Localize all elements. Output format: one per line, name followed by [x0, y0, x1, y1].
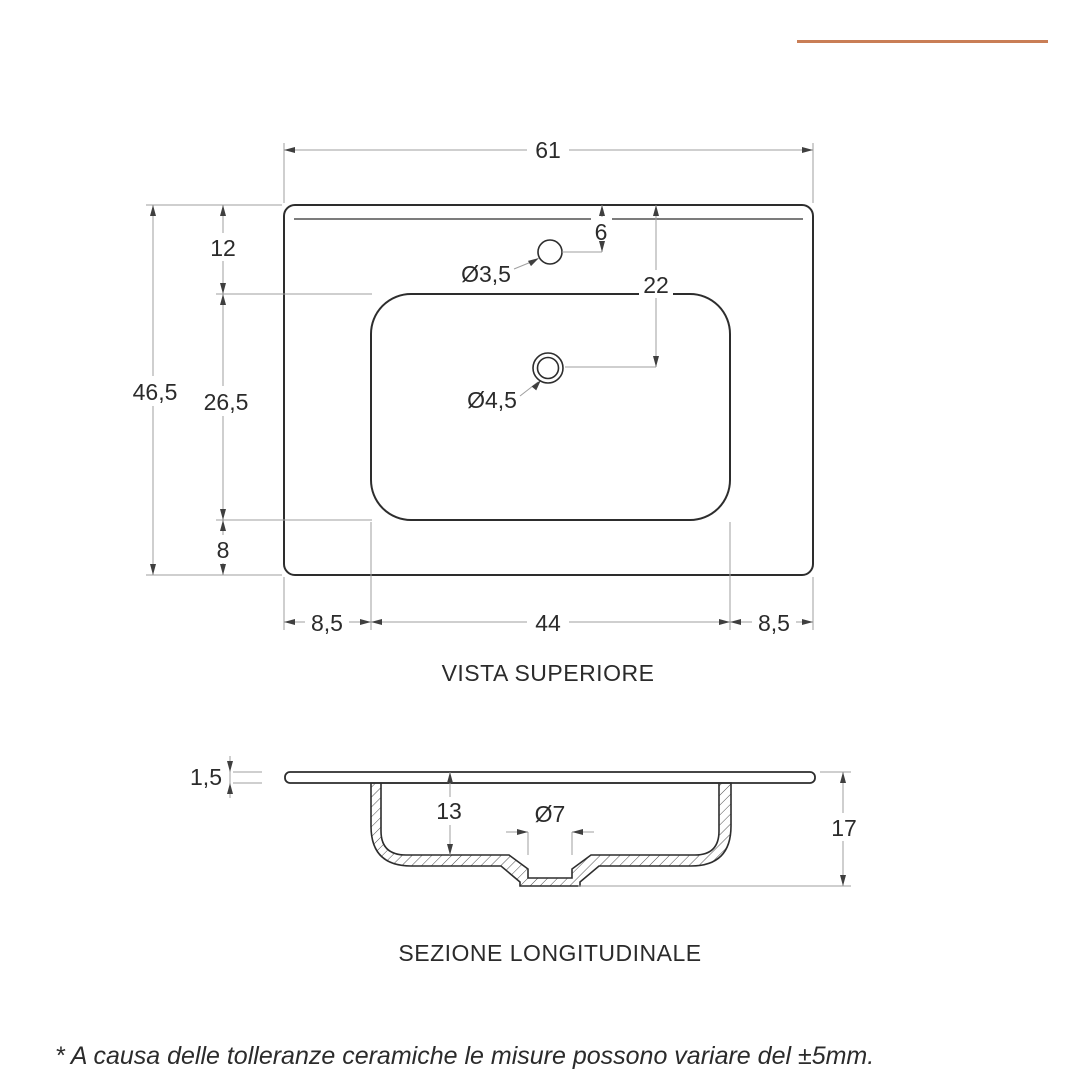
arrowhead	[227, 761, 233, 772]
dim-basin-width-label: 44	[535, 610, 561, 636]
dim-basin-inner-depth-label: 13	[436, 798, 462, 824]
arrowhead	[220, 564, 226, 575]
dim-total-depth-label: 46,5	[132, 379, 178, 405]
section-view-title: SEZIONE LONGITUDINALE	[398, 940, 702, 966]
arrowhead	[220, 509, 226, 520]
arrowhead	[220, 520, 226, 531]
arrowhead	[447, 844, 453, 855]
dim-left-margin-label: 8,5	[311, 610, 343, 636]
arrowhead	[284, 147, 295, 153]
basin-outline	[371, 294, 730, 520]
label-backgrounds	[127, 136, 862, 841]
arrowhead	[220, 283, 226, 294]
arrowhead	[653, 205, 659, 216]
dim-slab-thickness-label: 1,5	[190, 764, 222, 790]
dim-total-height-label: 17	[831, 815, 857, 841]
arrowhead	[150, 564, 156, 575]
arrowhead	[517, 829, 528, 835]
arrowhead	[220, 294, 226, 305]
dim-drain-offset-label: 22	[643, 272, 669, 298]
arrowhead	[227, 783, 233, 794]
dim-back-edge-label: 12	[210, 235, 236, 261]
arrowhead	[572, 829, 583, 835]
faucet-hole-diameter-label: Ø3,5	[461, 261, 511, 287]
drain-hole-inner	[538, 358, 559, 379]
dim-front-edge-label: 8	[216, 537, 230, 563]
arrowhead	[802, 619, 813, 625]
arrowhead	[599, 205, 605, 216]
arrowhead	[150, 205, 156, 216]
dim-drain-diameter-lines	[506, 832, 594, 855]
section-view-part	[285, 772, 815, 886]
dim-drain-diameter-label: Ø7	[534, 801, 566, 827]
dim-faucet-offset-label: 6	[594, 219, 608, 245]
arrowhead	[220, 205, 226, 216]
arrowhead	[719, 619, 730, 625]
accent-divider-line	[797, 40, 1048, 43]
dim-basin-depth-label: 26,5	[203, 389, 249, 415]
dim-right-margin-label: 8,5	[758, 610, 790, 636]
dim-total-height-lines	[578, 772, 851, 886]
top-view-title: VISTA SUPERIORE	[441, 660, 655, 686]
arrowhead	[360, 619, 371, 625]
arrowhead	[840, 772, 846, 783]
faucet-hole	[538, 240, 562, 264]
arrowhead	[730, 619, 741, 625]
section-basin-shell-hatched	[371, 783, 731, 886]
arrowhead	[802, 147, 813, 153]
dim-total-width-label: 61	[535, 137, 561, 163]
tolerance-footnote: * A causa delle tolleranze ceramiche le misure possono variare del ±5mm.	[55, 1042, 875, 1070]
arrowhead	[284, 619, 295, 625]
arrowhead	[371, 619, 382, 625]
arrowhead	[532, 378, 544, 390]
arrowhead	[653, 356, 659, 367]
dim-slab-thickness-lines	[230, 756, 262, 798]
arrowhead	[840, 875, 846, 886]
section-countertop-slab	[285, 772, 815, 783]
drain-pilot-diameter-label: Ø4,5	[467, 387, 517, 413]
